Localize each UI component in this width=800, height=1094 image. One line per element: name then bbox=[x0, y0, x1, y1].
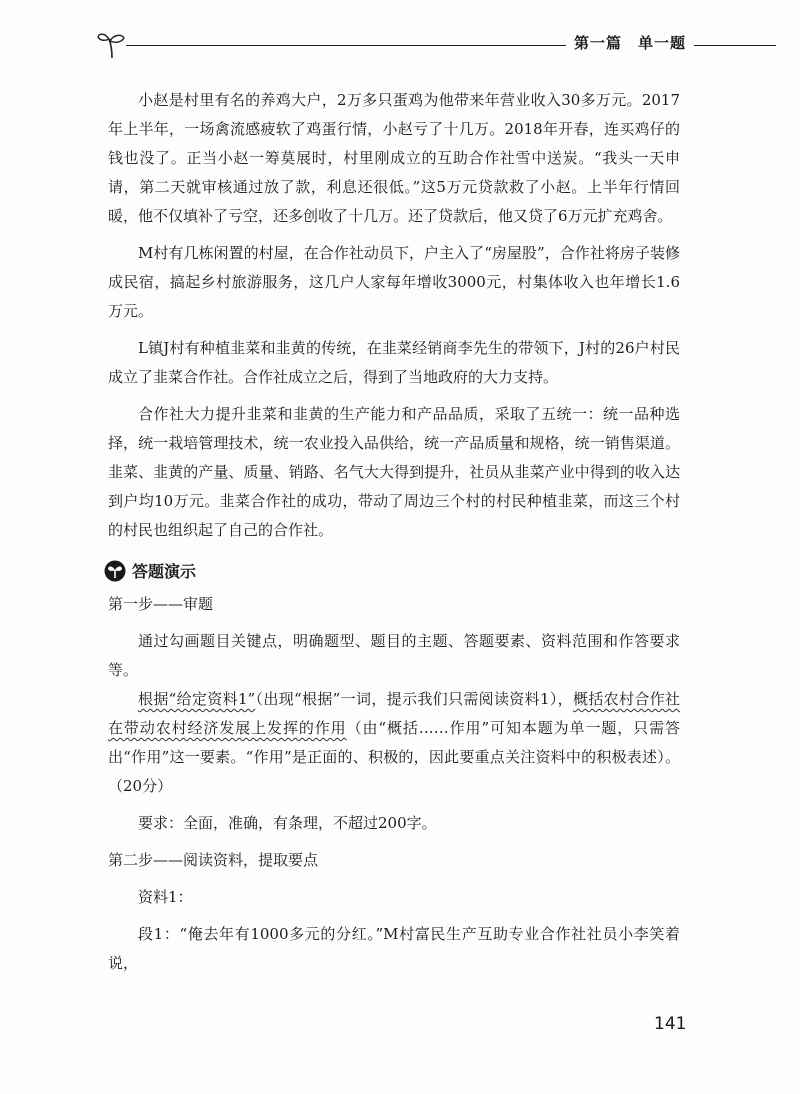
page-number: 141 bbox=[654, 1014, 687, 1034]
running-header bbox=[96, 30, 776, 62]
material-label: 资料1： bbox=[138, 888, 193, 906]
answer-demo-icon bbox=[104, 560, 126, 582]
sprout-icon bbox=[96, 30, 128, 60]
material-paragraph-3: L镇J村有种植韭菜和韭黄的传统，在韭菜经销商李先生的带领下，J村的26户村民成立了韭菜合作社。合作社成立之后，得到了当地政府的大力支持。 bbox=[108, 339, 680, 386]
question-source-marked: 根据“给定资料1” bbox=[138, 690, 256, 708]
step1-instruction: 通过勾画题目关键点，明确题型、题目的主题、答题要素、资料范围和作答要求等。 bbox=[108, 632, 680, 679]
header-title: 第一篇 单一题 bbox=[566, 32, 694, 53]
material-segment-1: 段1：“俺去年有1000多元的分红。”M村富民生产互助专业合作社社员小李笑着说， bbox=[108, 925, 680, 972]
material-paragraph-2: M村有几栋闲置的村屋，在合作社动员下，户主入了“房屋股”，合作社将房子装修成民宿，搞起乡村旅游服务，这几户人家每年增收3000元，村集体收入也年增长1.6万元。 bbox=[108, 244, 680, 320]
question-task-marked: 概括农村合作社在带动农村经济发展上发挥的作用 bbox=[108, 690, 680, 737]
material-paragraph-4: 合作社大力提升韭菜和韭黄的生产能力和产品品质，采取了五统一：统一品种选择，统一栽培管理技术，统一农业投入品供给，统一产品质量和规格，统一销售渠道。韭菜、韭黄的产量、质量、销路、名气大大得到提升，社员从韭菜产业中得到的收入达到户均10万元。韭菜合作社的成功，带动了周边三个村的村民种植韭菜，而这三个村的村民也组织起了自己的合作社。 bbox=[108, 405, 680, 539]
question-text bbox=[108, 685, 680, 801]
question-source-note: （出现“根据”一词，提示我们只需阅读资料1）， bbox=[255, 690, 574, 708]
question-task-note: （由“概括……作用”可知本题为单一题，只需答出“作用”这一要素。“作用”是正面的、积极的，因此要重点关注资料中的积极表述）。（20分） bbox=[108, 719, 680, 795]
question-requirement: 要求：全面，准确，有条理，不超过200字。 bbox=[138, 814, 437, 832]
page-content bbox=[108, 86, 680, 978]
section-heading bbox=[104, 559, 680, 582]
section-title: 答题演示 bbox=[132, 562, 197, 581]
material-paragraph-1: 小赵是村里有名的养鸡大户，2万多只蛋鸡为他带来年营业收入30多万元。2017年上半年，一场禽流感疲软了鸡蛋行情，小赵亏了十几万。2018年开春，连买鸡仔的钱也没了。正当小赵一筹莫展时，村里刚成立的互助合作社雪中送炭。“我头一天申请，第二天就审核通过放了款，利息还很低。”这5万元贷款救了小赵。上半年行情回暖，他不仅填补了亏空，还多创收了十几万。还了贷款后，他又贷了6万元扩充鸡舍。 bbox=[108, 91, 680, 225]
step1-title: 第一步——审题 bbox=[108, 595, 214, 613]
step2-title: 第二步——阅读资料，提取要点 bbox=[108, 851, 319, 869]
